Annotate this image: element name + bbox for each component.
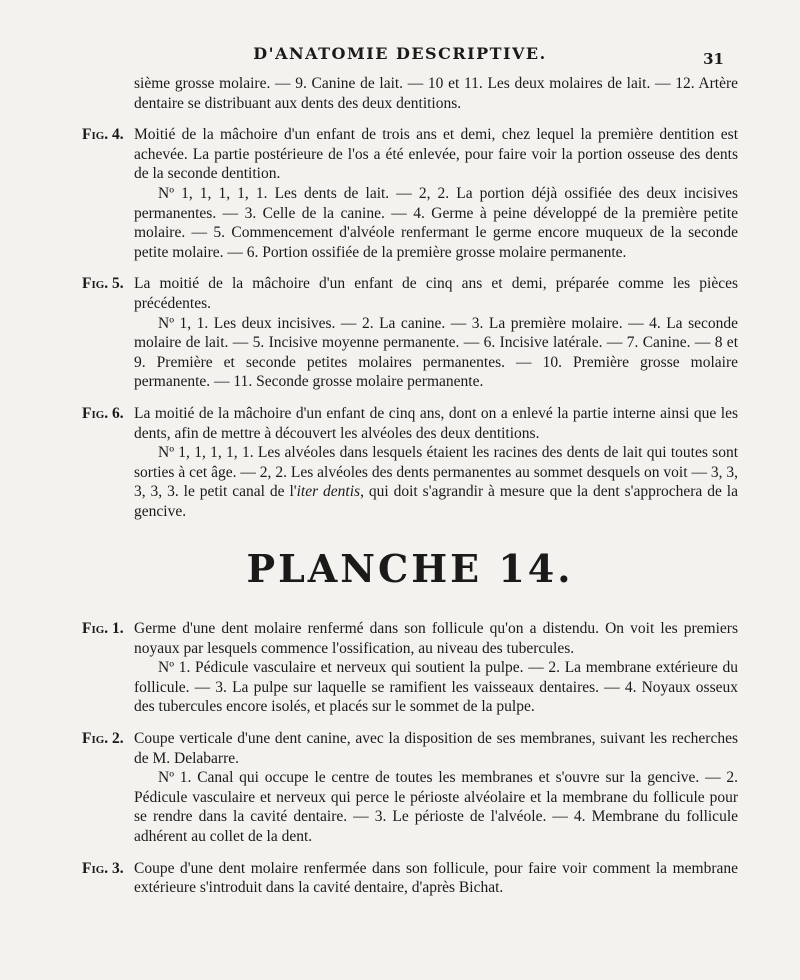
figure-lead-text: La moitié de la mâchoire d'un enfant de cinq ans et demi, préparée comme les pièces précédentes. (134, 275, 738, 312)
figure-label: Fig. 3. (82, 859, 124, 877)
figure-caption-p14-2 (82, 729, 738, 847)
figure-caption-4 (82, 125, 738, 262)
figure-lead (82, 404, 738, 443)
detail-text-b: , qui doit s'agrandir à mesure que la dent s'approchera de la gencive. (134, 483, 738, 520)
figure-lead (82, 729, 738, 768)
figure-label: Fig. 4. (82, 126, 124, 144)
figure-lead-text: Coupe verticale d'une dent canine, avec la disposition de ses membranes, suivant les recherches de M. Delabarre. (134, 730, 738, 767)
running-title: D'ANATOMIE DESCRIPTIVE. (253, 44, 547, 63)
italic-term: iter dentis (296, 483, 361, 501)
figure-lead-text: La moitié de la mâchoire d'un enfant de cinq ans, dont on a enlevé la partie interne ainsi que les dents, afin de mettre à découvert les alvéoles des deux dentitions. (134, 404, 738, 442)
figure-lead (82, 859, 738, 898)
figure-lead (82, 619, 738, 658)
figure-caption-p14-1 (82, 619, 738, 717)
figure-lead (82, 274, 738, 313)
figure-caption-6 (82, 404, 738, 522)
figure-lead-text: Germe d'une dent molaire renfermé dans son follicule qu'on a distendu. On voit les premiers noyaux par lesquels commence l'ossification, au niveau des tubercules. (134, 620, 738, 657)
page-number: 31 (703, 50, 724, 68)
page-body (82, 74, 738, 910)
plate-heading: PLANCHE 14. (246, 546, 574, 592)
figure-label: Fig. 1. (82, 620, 124, 638)
figure-label: Fig. 2. (82, 730, 124, 748)
detail-text-a: Nº 1, 1, 1, 1, 1. Les alvéoles dans lesquels étaient les racines des dents de lait qui toutes sont sorties à cet âge. — 2, 2. Les alvéoles des dents permanentes au sommet desquels on voit — 3, 3, 3, 3, 3. le petit canal de l' (134, 444, 738, 501)
figure-detail: Nº 1. Pédicule vasculaire et nerveux qui soutient la pulpe. — 2. La membrane extérieure du follicule. — 3. La pulpe sur laquelle se ramifient les vaisseaux dentaires. — 4. Noyaux osseux des tubercules encore isolés, et placés sur le sommet de la pulpe. (134, 659, 738, 716)
figure-detail: Nº 1, 1, 1, 1, 1. Les dents de lait. — 2, 2. La portion déjà ossifiée des deux incisives permanentes. — 3. Celle de la canine. — 4. Germe à peine développé de la première petite molaire. — 5. Commencement d'alvéole renfermant le germe encore muqueux de la seconde petite molaire. — 6. Portion ossifiée de la première grosse molaire permanente. (134, 184, 738, 261)
figure-label: Fig. 5. (82, 275, 124, 293)
running-header (0, 44, 800, 70)
figure-lead-text: Coupe d'une dent molaire renfermée dans son follicule, pour faire voir comment la membrane extérieure s'introduit dans la cavité dentaire, d'après Bichat. (134, 859, 738, 897)
continued-paragraph: sième grosse molaire. — 9. Canine de lait. — 10 et 11. Les deux molaires de lait. — 12. Artère dentaire se distribuant aux dents des deux dentitions. (134, 75, 738, 112)
figure-caption-5 (82, 274, 738, 392)
figure-detail: Nº 1. Canal qui occupe le centre de toutes les membranes et s'ouvre sur la gencive. — 2. Pédicule vasculaire et nerveux qui perce le périoste alvéolaire et la membrane du follicule pour se rendre dans la cavité dentaire. — 3. Le périoste de l'alvéole. — 4. Membrane du follicule adhérent au collet de la dent. (134, 769, 738, 845)
figure-caption-p14-3 (82, 859, 738, 898)
figure-lead-text: Moitié de la mâchoire d'un enfant de trois ans et demi, chez lequel la première dentition est achevée. La partie postérieure de l'os a été enlevée, pour faire voir la portion osseuse des dents de la seconde dentition. (134, 126, 738, 183)
figure-detail (82, 443, 738, 521)
figure-label: Fig. 6. (82, 404, 124, 422)
figure-lead (82, 125, 738, 184)
figure-detail: Nº 1, 1. Les deux incisives. — 2. La canine. — 3. La première molaire. — 4. La seconde molaire de lait. — 5. Incisive moyenne permanente. — 6. Incisive latérale. — 7. Canine. — 8 et 9. Première et seconde petites molaires permanentes. — 10. Première grosse molaire permanente. — 11. Seconde grosse molaire permanente. (134, 314, 738, 391)
